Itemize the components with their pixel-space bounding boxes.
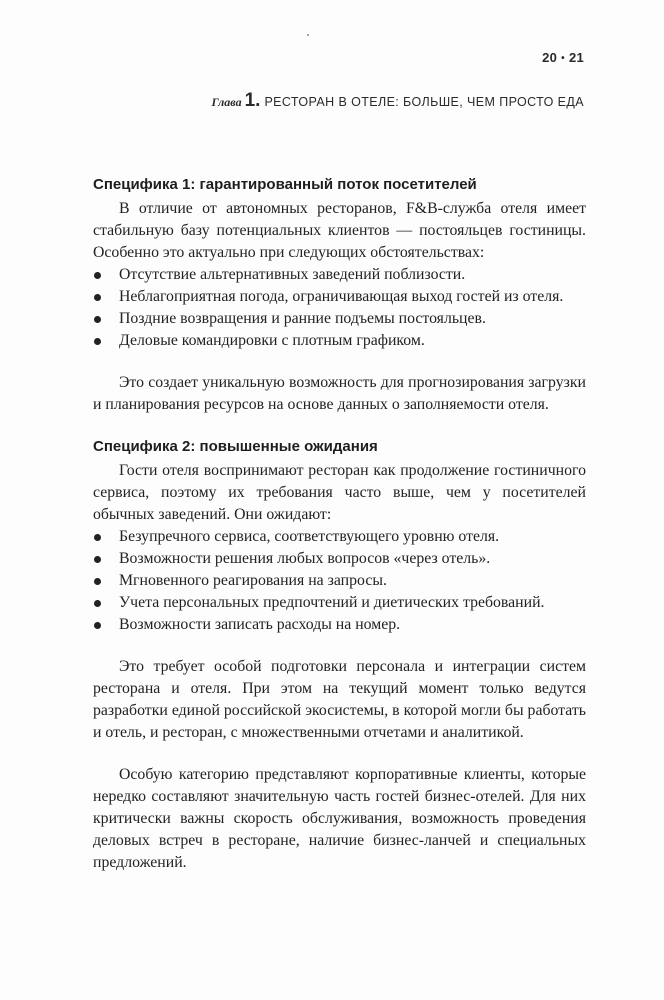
print-mark <box>307 34 309 36</box>
list-item: Безупречного сервиса, соответствующего уровню отеля. <box>93 526 586 548</box>
page-number-separator: • <box>561 53 565 64</box>
section-1-intro: В отличие от автономных ресторанов, F&B-служба отеля имеет стабильную базу потенциальных клиентов — постояльцев гостиницы. Особенно это актуально при следующих обстоятельствах: <box>93 200 586 261</box>
chapter-number: 1. <box>244 90 261 111</box>
page-body <box>93 174 586 874</box>
list-item: Возможности записать расходы на номер. <box>93 614 586 636</box>
running-head <box>212 90 584 112</box>
section-1-list <box>93 264 586 352</box>
page-number-left: 20 <box>542 50 558 65</box>
list-item: Отсутствие альтернативных заведений поблизости. <box>93 264 586 286</box>
list-item: Учета персональных предпочтений и диетических требований. <box>93 592 586 614</box>
section-2-heading: Специфика 2: повышенные ожидания <box>93 438 378 455</box>
chapter-label: Глава <box>211 95 242 109</box>
section-2-paragraph-2: Особую категорию представляют корпоративные клиенты, которые нередко составляют значительную часть гостей бизнес-отелей. Для них критически важны скорость обслуживания, возможность проведения деловых встреч в ресторане, наличие бизнес-ланчей и специальных предложений. <box>93 766 586 871</box>
list-item: Поздние возвращения и ранние подъемы постояльцев. <box>93 308 586 330</box>
list-item: Возможности решения любых вопросов «через отель». <box>93 548 586 570</box>
section-2-list <box>93 526 586 636</box>
list-item: Неблагоприятная погода, ограничивающая выход гостей из отеля. <box>93 286 586 308</box>
page-numbers <box>542 50 584 65</box>
section-2-paragraph-1: Это требует особой подготовки персонала и интеграции систем ресторана и отеля. При этом на текущий момент только ведутся разработки единой российской экосистемы, в которой могли бы работать и отель, и ресторан, с множественными отчетами и аналитикой. <box>93 658 586 741</box>
list-item: Мгновенного реагирования на запросы. <box>93 570 586 592</box>
section-1-heading: Специфика 1: гарантированный поток посетителей <box>93 176 477 193</box>
list-item: Деловые командировки с плотным графиком. <box>93 330 586 352</box>
section-2-intro: Гости отеля воспринимают ресторан как продолжение гостиничного сервиса, поэтому их требования часто выше, чем у посетителей обычных заведений. Они ожидают: <box>93 462 586 523</box>
section-1-outro: Это создает уникальную возможность для прогнозирования загрузки и планирования ресурсов на основе данных о заполняемости отеля. <box>93 374 586 413</box>
chapter-title: РЕСТОРАН В ОТЕЛЕ: БОЛЬШЕ, ЧЕМ ПРОСТО ЕДА <box>264 95 584 109</box>
page-number-right: 21 <box>568 50 584 65</box>
